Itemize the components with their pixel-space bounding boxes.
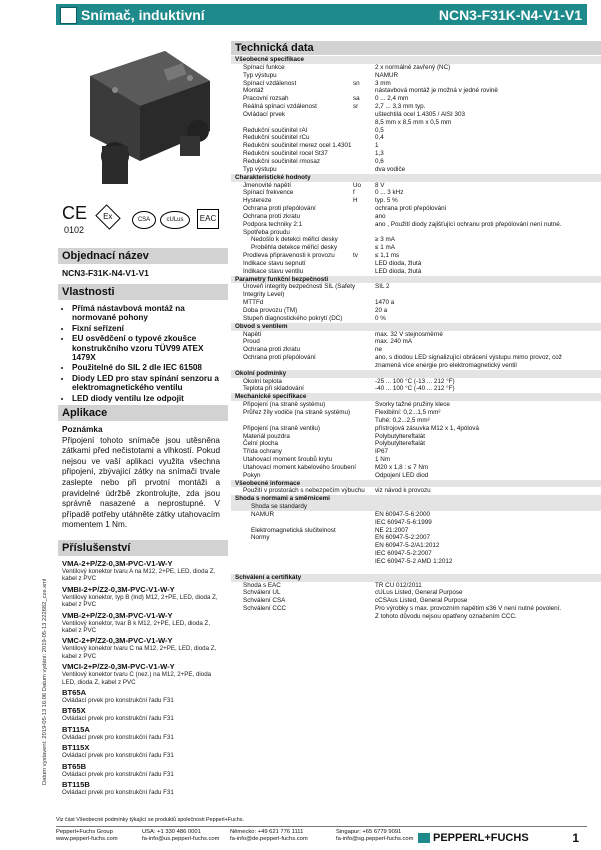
techdata-value: IEC 60947-5-6:1999 [375,518,432,526]
techdata-label: Utahovací moment šroubů krytu [243,456,333,464]
techdata-value: EN 60947-5-6:2000 [375,510,430,518]
application-subtitle: Poznámka [62,425,103,434]
techdata-value: Polybutyltereftalát [375,440,426,448]
ex-mark-icon: Ex [95,204,120,229]
footer-company: Pepperl+Fuchs Group www.pepperl-fuchs.com [56,829,118,842]
techdata-row [231,213,601,221]
techdata-label: Hystereze [243,197,272,205]
techdata-row [231,283,601,291]
techdata-label: Ovládací prvek [243,110,285,118]
techdata-row [231,558,601,566]
features-section-title: Vlastnosti [58,284,228,300]
accessories-list [62,559,222,799]
techdata-label: Integrity Level) [243,291,285,299]
techdata-row [231,519,601,527]
techdata-label: Čelní plocha [243,440,279,448]
techdata-value: znamená více energie pro elektromagnetický ventil [375,361,517,369]
csa-mark-icon: CSA [132,211,156,229]
techdata-label: Redukční součinitel rocel St37 [243,150,328,158]
footer-singapore: Singapur: +65 6779 9091 fa-info@sg.pepperl-fuchs.com [336,829,414,842]
techdata-label: Spínací frekvence [243,189,294,197]
techdata-label: Charakteristické hodnoty [235,173,311,181]
techdata-row [231,605,601,613]
accessory-item: BT65A Ovládací prvek pro konstrukční řadu F31 [62,688,174,705]
techdata-label: Ochrana proti přepólování [243,205,316,213]
techdata-label: Redukční součinitel rCu [243,134,310,142]
techdata-section-row [231,480,601,488]
order-code: NCN3-F31K-N4-V1-V1 [62,268,149,278]
techdata-row [231,582,601,590]
techdata-label: Redukční součinitel rAl [243,126,308,134]
accessory-item: VMCI-2+P/Z2-0,3M-PVC-V1-W-Y Ventilový konektor tvaru C (nez.) na M12, 2+PE, dioda LED, dioda Z, kabel z PVC [62,662,212,686]
techdata-label: Materiál pouzdra [243,432,290,440]
techdata-section-row [231,370,601,378]
techdata-row [231,182,601,190]
techdata-row [231,221,601,229]
techdata-value: 3 mm [375,79,391,87]
techdata-row [231,197,601,205]
techdata-value: ano, s diodou LED signalizující obrácení výstupu mimo provoz, což [375,354,562,362]
techdata-value: Svorky tažné pružiny klece [375,401,450,409]
product-image [70,36,220,196]
techdata-value: 0,4 [375,134,384,142]
techdata-value: 8 V [375,181,385,189]
techdata-value: Odpojení LED diod [375,471,429,479]
techdata-label: Průřez žíly vodiče (na straně systému) [243,408,351,416]
techdata-row [231,229,601,237]
techdata-value: 1 [375,142,379,150]
techdata-row [231,189,601,197]
techdata-label: Podpora techniky 2:1 [243,220,303,228]
techdata-value: 0 ... 3 kHz [375,189,404,197]
techdata-row [231,597,601,605]
techdata-row [231,64,601,72]
techdata-label: Teplota při skladování [243,385,304,393]
feature-item: • Použitelné do SIL 2 dle IEC 61508 [72,363,222,372]
techdata-label: Ochrana proti zkratu [243,346,301,354]
feature-item: • Fixní seřízení [72,324,222,333]
techdata-row [231,440,601,448]
techdata-label: Obvod s ventilem [235,322,288,330]
techdata-row [231,417,601,425]
techdata-value: 1 Nm [375,456,391,464]
techdata-row [231,260,601,268]
accessory-item: BT115A Ovládací prvek pro konstrukční řadu F31 [62,724,174,741]
techdata-section-row [231,56,601,64]
techdata-section-title: Technická data [231,41,601,55]
techdata-row [231,448,601,456]
techdata-row [231,244,601,252]
techdata-value: NE 21:2007 [375,526,409,534]
techdata-value: ≤ 1,1 ms [375,252,400,260]
footer-note: Viz část Všeobecné podmínky týkající se produktů společnosti Pepperl+Fuchs. [56,817,244,823]
ul-mark-icon: cULus [160,211,190,229]
techdata-row [231,315,601,323]
eac-mark-icon: EAC [197,209,219,229]
techdata-section-row [231,323,601,331]
techdata-value: IEC 60947-5-2 AMD 1:2012 [375,558,453,565]
techdata-row [231,338,601,346]
techdata-row [231,534,601,542]
techdata-label: Typ výstupu [243,165,277,173]
ce-number: 0102 [64,225,85,235]
techdata-value: 2 x normálně zavřený (NC) [375,63,451,71]
techdata-row [231,205,601,213]
techdata-value: 1470 a [375,299,395,307]
techdata-row [231,236,601,244]
techdata-label: Všeobecné informace [235,479,301,487]
techdata-symbol: H [353,197,358,205]
techdata-value: cULus Listed, General Purpose [375,589,463,597]
techdata-row [231,111,601,119]
techdata-label: Typ výstupu [243,71,277,79]
techdata-value: nástavbová montáž je možná v jedné rovině [375,87,498,95]
techdata-label: Doba provozu (TM) [243,307,298,314]
techdata-label: Nedošlo k detekci měřicí desky [251,236,338,244]
techdata-label: Shoda s EAC [243,581,281,589]
footer-germany: Německo: +49 621 776 1111 fa-info@de.pepperl-fuchs.com [230,829,308,842]
techdata-label: Pokyn [243,471,261,479]
certification-marks [60,203,225,233]
techdata-symbol: tv [353,252,358,260]
techdata-value: TR CU 012/2011 [375,581,422,589]
techdata-value: přístrojová zásuvka M12 x 1, 4pólová [375,424,479,432]
techdata-value: 2,7 ... 3,3 mm typ. [375,103,426,111]
techdata-label: Elektromagnetická slučitelnost [251,526,336,534]
footer-usa: USA: +1 330 486 0001 fa-info@us.pepperl-fuchs.com [142,829,220,842]
techdata-symbol: sn [353,79,360,87]
techdata-value: IEC 60947-5-2:2007 [375,550,432,558]
techdata-label: Shoda se standardy [251,503,308,511]
techdata-value: max. 240 mA [375,338,413,346]
techdata-value: 20 a [375,307,388,314]
techdata-row [231,527,601,535]
techdata-label: Okolní podmínky [235,369,287,377]
ce-mark-icon: CE [62,203,88,223]
techdata-value: 8,5 mm x 8,5 mm x 0,5 mm [375,118,452,126]
techdata-value: LED dioda, žlutá [375,267,422,275]
techdata-label: Spínací funkce [243,63,285,71]
techdata-row [231,433,601,441]
techdata-row [231,134,601,142]
techdata-value: EN 60947-5-2:2007 [375,534,430,542]
accessory-item: BT115X Ovládací prvek pro konstrukční řadu F31 [62,743,174,760]
techdata-label: Jmenovité napětí [243,181,291,189]
application-section-title: Aplikace [58,405,228,421]
techdata-symbol: sr [353,103,359,111]
page-footer [56,826,587,847]
accessory-item: BT115B Ovládací prvek pro konstrukční řadu F31 [62,780,174,797]
techdata-label: MTTFd [243,299,264,307]
techdata-row [231,456,601,464]
techdata-row [231,72,601,80]
techdata-value: ne [375,346,383,354]
techdata-label: Všeobecné specifikace [235,56,304,63]
issue-date-sidebar: Datum vystavení: 2019-05-13 16:06 Datum vydání: 2019-05-13 222682_cze.xml [42,578,48,785]
techdata-value: -25 ... 100 °C (-13 ... 212 °F) [375,377,455,385]
techdata-row [231,150,601,158]
techdata-row [231,252,601,260]
techdata-label: Schválení CCC [243,605,287,613]
techdata-value: IP67 [375,448,388,456]
techdata-label: Normy [251,534,270,542]
techdata-row [231,103,601,111]
techdata-symbol: Uo [353,181,362,189]
techdata-label: Použití v prostorách s nebezpečím výbuchu [243,487,365,495]
techdata-label: Spínací vzdálenost [243,79,297,87]
techdata-row [231,464,601,472]
techdata-row [231,566,601,574]
techdata-table [231,56,601,621]
techdata-value: SIL 2 [375,283,390,291]
techdata-label: Prodleva připravenosti k provozu [243,252,335,260]
techdata-row [231,362,601,370]
techdata-section-row [231,495,601,503]
techdata-value: ano [375,212,386,220]
techdata-value: 0,5 [375,126,384,134]
techdata-row [231,158,601,166]
techdata-section-row [231,393,601,401]
techdata-label: Proběhla detekce měřicí desky [251,244,338,252]
techdata-value: Z tohoto důvodu nejsou opatřeny označením CCC. [375,612,517,620]
accessory-item: VMC-2+P/Z2-0,3M-PVC-V1-W-Y Ventilový konektor tvaru C na M12, 2+PE, LED, dioda Z, kabel z PVC [62,636,217,660]
techdata-value: 0,6 [375,157,384,165]
techdata-row [231,291,601,299]
logo-mark-icon [418,833,430,843]
techdata-label: Schválení a certifikáty [235,573,302,581]
techdata-row [231,299,601,307]
page-header [56,4,587,25]
techdata-value: M20 x 1,8 : ≤ 7 Nm [375,463,429,471]
techdata-value: max. 32 V stejnosměrné [375,330,443,338]
techdata-row [231,268,601,276]
accessory-item: BT65B Ovládací prvek pro konstrukční řadu F31 [62,761,174,778]
techdata-row [231,550,601,558]
techdata-section-row [231,174,601,182]
feature-item: • EU osvědčení o typové zkoušce konstrukčního vzoru TÜV99 ATEX 1479X [72,334,222,362]
feature-item: • Přímá nástavbová montáž na normované pohony [72,304,222,323]
techdata-label: Pracovní rozsah [243,95,289,103]
techdata-label: Redukční součinitel rmosaz [243,157,320,165]
page-title: Snímač, induktivní [81,7,205,23]
techdata-label: Mechanické specifikace [235,393,307,401]
techdata-value: LED dioda, žlutá [375,259,422,267]
techdata-value: EN 60947-5-2/A1:2012 [375,542,440,550]
techdata-value: dva vodiče [375,165,406,173]
techdata-label: Redukční součinitel rnerez ocel 1.4301 [243,142,352,150]
techdata-label: Indikace stavu ventilu [243,267,304,275]
accessory-item: VMB-2+P/Z2-0,3M-PVC-V1-W-Y Ventilový konektor, tvar B k M12, 2+PE, LED, dioda Z, kabel z PVC [62,610,211,635]
techdata-row [231,487,601,495]
header-square-icon [60,7,77,24]
techdata-label: Reálná spínací vzdálenost [243,103,317,111]
techdata-value: uštechtilá ocel 1.4305 / AISI 303 [375,110,465,118]
techdata-label: Schválení CSA [243,597,286,605]
techdata-label: Shoda s normami a směrnicemi [235,495,330,503]
accessory-item: VMBI-2+P/Z2-0,3M-PVC-V1-W-Y Ventilový konektor, typ B (Ind) M12, 2+PE, LED, dioda Z, kabel z PVC [62,584,218,609]
feature-item: • Diody LED pro stav spínání senzoru a elektromagnetického ventilu [72,374,222,393]
techdata-label: Parametry funkční bezpečnosti [235,275,329,283]
techdata-value: NAMUR [375,71,399,79]
product-code: NCN3-F31K-N4-V1-V1 [438,7,582,23]
techdata-value: ochrana proti přepólování [375,205,447,213]
techdata-row [231,589,601,597]
accessories-section-title: Příslušenství [58,540,228,556]
techdata-row [231,354,601,362]
techdata-label: Napětí [243,330,262,338]
feature-item: • LED diody ventilu lze odpojit [72,394,222,403]
techdata-label: Schválení UL [243,589,281,597]
techdata-value: 0 % [375,314,386,322]
pepperl-fuchs-logo: PEPPERL+FUCHS [418,832,529,844]
techdata-row [231,307,601,315]
techdata-row [231,87,601,95]
techdata-value: Polybutyltereftalát [375,432,426,440]
techdata-label: Utahovací moment kabelového šroubení [243,463,357,471]
application-text: Připojení tohoto snímače jsou utěsněna zátkami před nečistotami a vlhkostí. Pokud nejsou ve vaší aplikaci využita všechna připojení, zbývající zátky na snímači trvale zaslepte nebo při prvotní montáži a pravidelné údržbě zkontrolujte, zda jsou správně nasazené a neprostupné. V případě potřeby utáhněte zátky utahovacím momentem 1 Nm. [62,435,220,530]
techdata-value: 1,3 [375,150,384,158]
techdata-label: Okolní teplota [243,377,282,385]
techdata-row [231,385,601,393]
techdata-row [231,401,601,409]
techdata-label: NAMUR [251,510,275,518]
techdata-row [231,346,601,354]
techdata-label: Montáž [243,87,264,95]
techdata-value: ≤ 1 mA [375,244,395,252]
accessory-item: BT65X Ovládací prvek pro konstrukční řadu F31 [62,706,174,723]
techdata-label: Ochrana proti přepólování [243,354,316,362]
techdata-value: Tuhé: 0,2...2,5 mm² [375,416,430,424]
techdata-label: Úroveň integrity bezpečnosti SIL (Safety [243,283,356,291]
techdata-value: ≥ 3 mA [375,236,395,244]
techdata-row [231,331,601,339]
techdata-row [231,542,601,550]
techdata-symbol: sa [353,95,360,103]
techdata-label: Stupeň diagnostického pokrytí (DC) [243,314,343,322]
techdata-value: Flexibilní: 0,2...1,5 mm² [375,408,441,416]
techdata-value: 0 ... 2,4 mm [375,95,409,103]
techdata-label: Proud [243,338,260,346]
techdata-value: viz návod k provozu [375,487,431,495]
techdata-row [231,166,601,174]
techdata-value: Pro výrobky s max. provozním napětím ≤36 V není nutné povolení. [375,605,562,613]
techdata-row [231,472,601,480]
application-text-block [62,425,220,531]
techdata-row [231,503,601,511]
techdata-symbol: f [353,189,355,197]
techdata-section-row [231,574,601,582]
techdata-label: Připojení (na straně systému) [243,401,326,409]
accessory-item: VMA-2+P/Z2-0,3M-PVC-V1-W-Y Ventilový konektor tvaru A na M12, 2+PE, LED, dioda Z, kabel z PVC [62,559,216,583]
techdata-value: ano , Použití diody zajišťující ochranu proti přepólování není nutné. [375,220,562,228]
techdata-label: Třída ochrany [243,448,282,456]
techdata-row [231,409,601,417]
techdata-value: -40 ... 100 °C (-40 ... 212 °F) [375,385,455,393]
techdata-row [231,425,601,433]
techdata-label: Indikace stavu sepnutí [243,259,306,267]
page-number: 1 [572,831,579,845]
techdata-label: Ochrana proti zkratu [243,212,301,220]
techdata-value: typ. 5 % [375,197,398,205]
techdata-row [231,119,601,127]
techdata-row [231,613,601,621]
order-section-title: Objednací název [58,248,228,264]
techdata-row [231,142,601,150]
techdata-row [231,511,601,519]
techdata-value: cCSAus Listed, General Purpose [375,597,468,605]
techdata-label: Spotřeba proudu [243,228,290,236]
techdata-row [231,95,601,103]
techdata-row [231,127,601,135]
features-list [62,304,222,404]
techdata-label: Připojení (na straně ventilu) [243,424,321,432]
techdata-row [231,80,601,88]
